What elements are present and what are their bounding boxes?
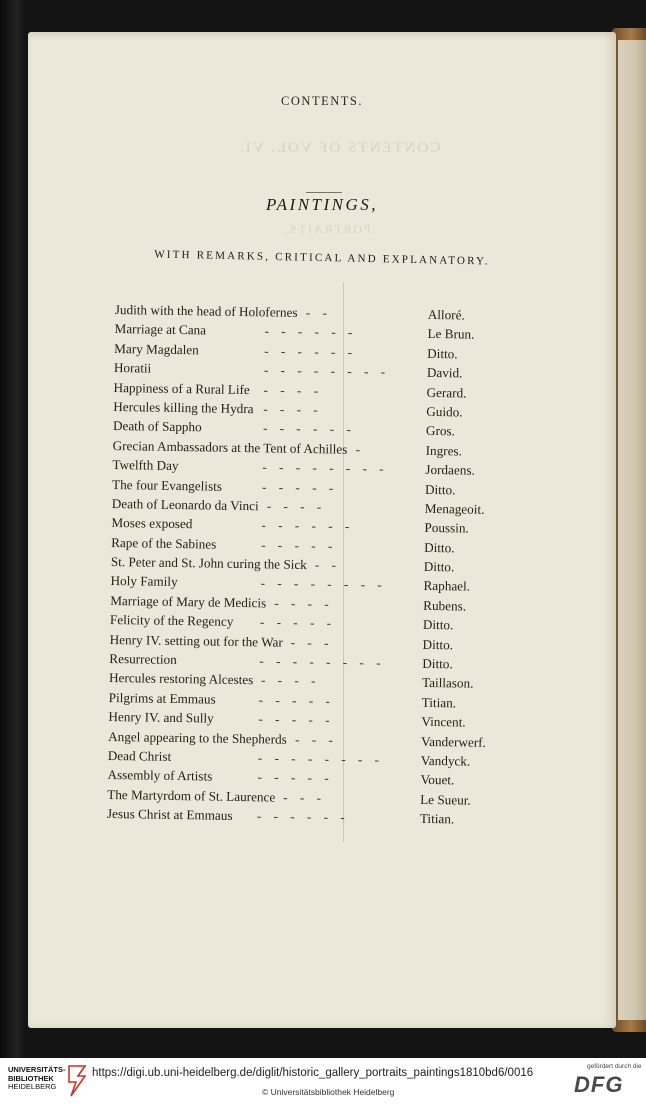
artist-name: Alloré. <box>427 306 465 323</box>
artist-name: Ingres. <box>425 442 463 459</box>
dfg-logo: DFG <box>574 1072 624 1097</box>
painting-title: St. Peter and St. John curing the Sick <box>110 554 307 573</box>
leader-dashes: - - - - <box>260 672 316 689</box>
artist-name: Ditto. <box>422 636 454 652</box>
book-gutter <box>0 0 24 1058</box>
section-subtitle: WITH REMARKS, CRITICAL AND EXPLANATORY. <box>154 248 490 268</box>
artist-name: Rubens. <box>423 597 467 614</box>
leader-dashes: - - - - - - <box>261 517 350 535</box>
leader-dashes: - - - - - - - - <box>259 653 381 671</box>
painting-title: Resurrection <box>109 650 177 668</box>
painting-title: Angel appearing to the Shepherds <box>108 728 287 747</box>
leader-dashes: - - - - <box>263 401 318 418</box>
contents-list <box>107 300 515 830</box>
artist-name: Vouet. <box>420 772 455 788</box>
leader-dashes: - - - <box>295 731 334 748</box>
painting-title: Jesus Christ at Emmaus <box>106 806 233 824</box>
painting-title: Henry IV. and Sully <box>108 709 214 726</box>
painting-title: Rape of the Sabines <box>111 534 217 552</box>
copyright-notice: © Universitätsbibliothek Heidelberg <box>262 1087 395 1097</box>
painting-title: Dead Christ <box>107 747 172 764</box>
artist-name: Le Brun. <box>427 326 475 343</box>
artist-name: Titian. <box>421 694 457 711</box>
painting-title: Assembly of Artists <box>107 767 213 784</box>
painting-title: The Martyrdom of St. Laurence <box>107 786 276 805</box>
running-head: CONTENTS. <box>281 94 363 108</box>
leader-dashes: - - - - <box>266 498 322 515</box>
painting-title: Marriage at Cana <box>114 321 207 338</box>
library-logo-text <box>8 1066 66 1092</box>
artist-name: Taillason. <box>421 675 474 692</box>
leader-dashes: - - - - - <box>258 711 330 728</box>
leader-dashes: - - <box>314 557 337 573</box>
leader-dashes: - - - - - - <box>264 323 353 341</box>
leader-dashes: - - - - - - <box>262 420 351 438</box>
leader-dashes: - - - - - <box>261 478 334 495</box>
artist-name: Poussin. <box>424 520 469 536</box>
leader-dashes: - - - - - - - - <box>257 750 380 768</box>
next-page-edge <box>618 40 646 1020</box>
painting-title: Happiness of a Rural Life <box>113 379 250 397</box>
artist-name: Gros. <box>425 423 456 439</box>
permalink-url[interactable]: https://digi.ub.uni-heidelberg.de/diglit/historic_gallery_portraits_paintings1810bd6/0016 <box>92 1067 534 1079</box>
leader-dashes: - - - - <box>274 595 329 612</box>
artist-name: Raphael. <box>423 578 471 595</box>
leader-dashes: - - - <box>290 634 329 651</box>
painting-title: Judith with the head of Holofernes <box>114 301 298 320</box>
library-emblem-icon <box>66 1064 88 1098</box>
artist-name: David. <box>426 365 463 381</box>
artist-name: Le Sueur. <box>420 791 471 808</box>
leader-dashes: - - - - - - <box>264 343 353 360</box>
book-page <box>28 32 616 1028</box>
artist-name: Titian. <box>419 811 455 827</box>
leader-dashes: - - - <box>283 789 322 806</box>
painting-title: Marriage of Mary de Medicis <box>110 592 267 611</box>
leader-dashes: - - - - - <box>257 769 329 786</box>
artist-name: Ditto. <box>424 539 455 556</box>
artist-name: Guido. <box>426 403 463 420</box>
artist-name: Vanderwerf. <box>420 733 487 750</box>
painting-title: Holy Family <box>110 573 178 590</box>
leader-dashes: - - - - - - - - <box>262 459 384 477</box>
leader-dashes: - <box>355 441 361 457</box>
show-through-title: CONTENTS OF VOL. VI. <box>238 140 441 156</box>
leader-dashes: - - - - - <box>259 614 332 631</box>
leader-dashes: - - - - - <box>261 537 333 554</box>
leader-dashes: - - - - <box>263 381 319 398</box>
painting-title: Hercules killing the Hydra <box>113 398 254 417</box>
artist-name: Ditto. <box>423 558 455 575</box>
painting-title: The four Evangelists <box>111 476 223 494</box>
viewer-footer <box>0 1058 646 1105</box>
artist-name: Gerard. <box>426 384 467 401</box>
artist-name: Vandyck. <box>420 752 471 769</box>
painting-title: Pilgrims at Emmaus <box>108 689 216 707</box>
painting-title: Horatii <box>113 360 152 376</box>
leader-dashes: - - - - - <box>258 692 331 709</box>
painting-title: Grecian Ambassadors at the Tent of Achilles <box>112 437 348 457</box>
show-through-subtitle: PORTRAITS. <box>283 222 371 236</box>
leader-dashes: - - - - - - - - <box>263 362 386 380</box>
painting-title: Twelfth Day <box>112 457 179 474</box>
artist-name: Menageoit. <box>424 500 485 517</box>
artist-name: Jordaens. <box>425 462 475 478</box>
artist-name: Vincent. <box>421 714 466 730</box>
leader-dashes: - - - - - - - - <box>260 575 382 593</box>
section-title: PAINTINGS, <box>265 195 379 214</box>
leader-dashes: - - - - - - <box>256 808 345 825</box>
library-name-line3: HEIDELBERG <box>8 1082 57 1091</box>
painting-title: Henry IV. setting out for the War <box>109 631 283 650</box>
painting-title: Hercules restoring Alcestes <box>108 670 254 688</box>
artist-name: Ditto. <box>424 481 456 497</box>
painting-title: Mary Magdalen <box>114 340 199 358</box>
title-rule <box>306 192 342 193</box>
artist-name: Ditto. <box>422 655 453 672</box>
painting-title: Death of Leonardo da Vinci <box>111 495 259 514</box>
painting-title: Death of Sappho <box>112 418 202 435</box>
library-name-line1: UNIVERSITÄTS- <box>8 1065 66 1074</box>
funding-note: gefördert durch die <box>587 1063 642 1070</box>
painting-title: Moses exposed <box>111 515 193 532</box>
leader-dashes: - - <box>305 304 328 321</box>
artist-name: Ditto. <box>422 617 454 633</box>
library-name-line2: BIBLIOTHEK <box>8 1073 54 1083</box>
painting-title: Felicity of the Regency <box>109 612 234 630</box>
artist-name: Ditto. <box>427 345 458 362</box>
